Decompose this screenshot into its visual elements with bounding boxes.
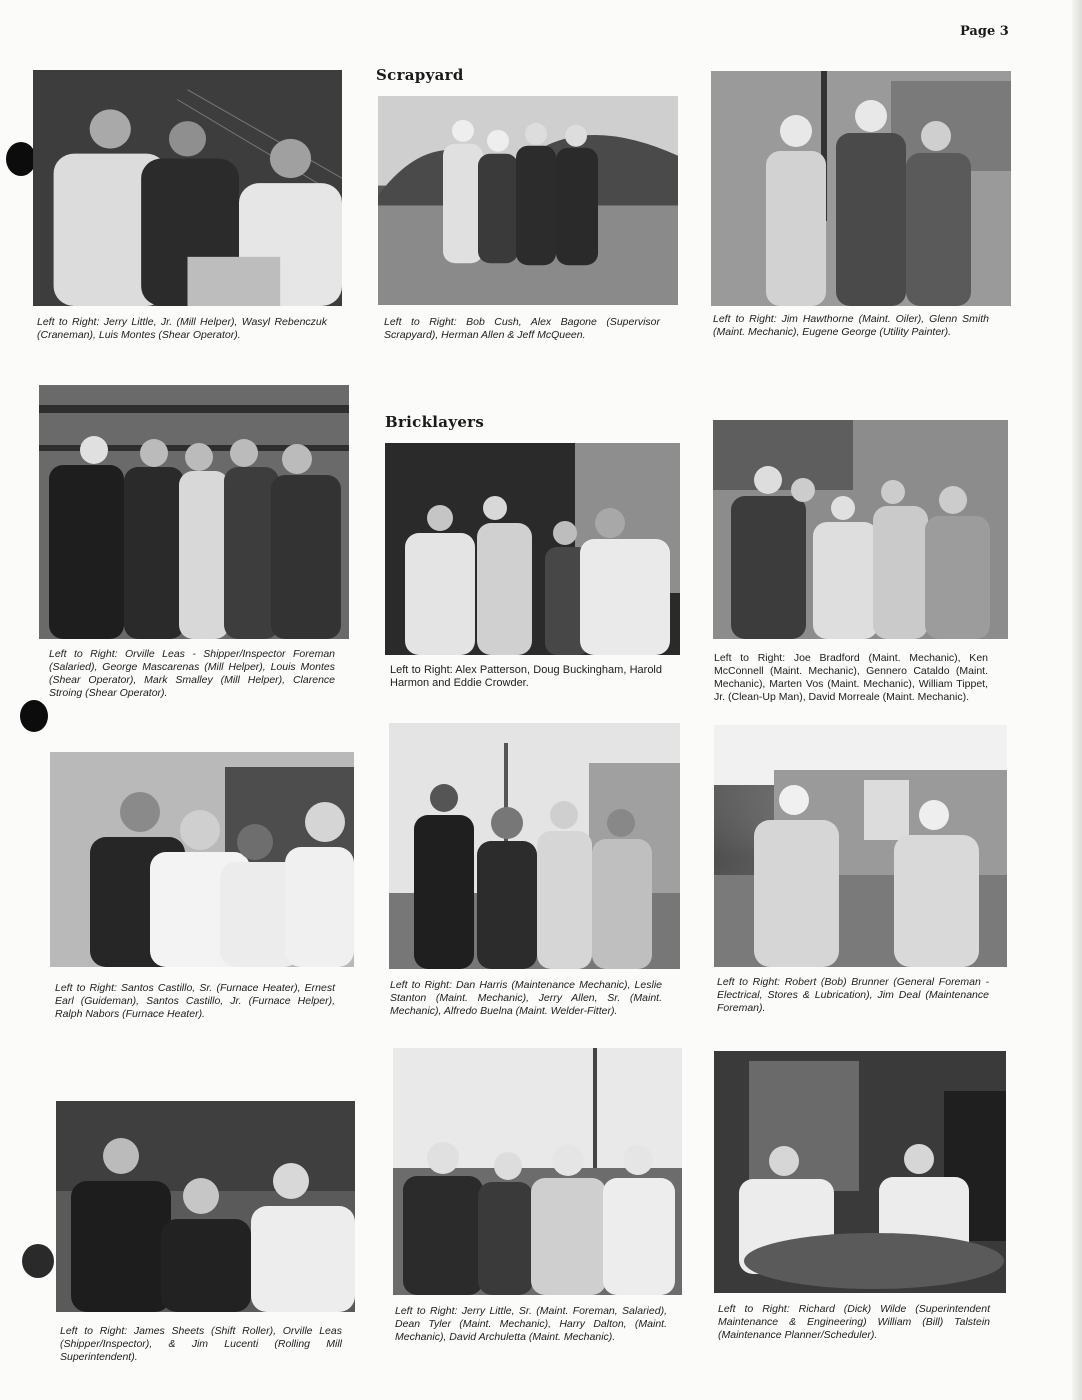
group-photo [50, 752, 354, 967]
photo-caption: Left to Right: Santos Castillo, Sr. (Furnace Heater), Ernest Earl (Guideman), Santos Castillo, Jr. (Furnace Helper), Ralph Nabors (Furnace Heater). [55, 982, 335, 1020]
group-photo [711, 71, 1011, 306]
group-photo [33, 70, 342, 306]
binder-punch-hole [6, 142, 36, 176]
photo-caption: Left to Right: Jerry Little, Sr. (Maint. Foreman, Salaried), Dean Tyler (Maint. Mechanic), Harry Dalton, (Maint. Mechanic), David Archuletta (Maint. Mechanic). [395, 1305, 667, 1343]
photo-caption: Left to Right: Alex Patterson, Doug Buckingham, Harold Harmon and Eddie Crowder. [390, 664, 662, 689]
binder-punch-hole [20, 700, 48, 732]
photo-caption: Left to Right: Richard (Dick) Wilde (Superintendent Maintenance & Engineering) William (Bill) Talstein (Maintenance Planner/Scheduler). [718, 1303, 990, 1341]
group-photo [714, 725, 1007, 967]
group-photo [713, 420, 1008, 639]
page-number: Page 3 [960, 24, 1009, 39]
section-heading-scrapyard: Scrapyard [376, 66, 464, 84]
binder-punch-hole [22, 1244, 54, 1278]
group-photo [56, 1101, 355, 1312]
photo-caption: Left to Right: Jerry Little, Jr. (Mill Helper), Wasyl Rebenczuk (Craneman), Luis Montes (Shear Operator). [37, 316, 327, 341]
page-edge-shadow [1072, 0, 1082, 1400]
group-photo [385, 443, 680, 655]
photo-caption: Left to Right: Robert (Bob) Brunner (General Foreman - Electrical, Stores & Lubrication), Jim Deal (Maintenance Foreman). [717, 976, 989, 1014]
group-photo [378, 96, 678, 305]
photo-caption: Left to Right: Dan Harris (Maintenance Mechanic), Leslie Stanton (Maint. Mechanic), Jerry Allen, Sr. (Maint. Mechanic), Alfredo Buelna (Maint. Welder-Fitter). [390, 979, 662, 1017]
photo-caption: Left to Right: Joe Bradford (Maint. Mechanic), Ken McConnell (Maint. Mechanic), Gennero Cataldo (Maint. Mechanic), Marten Vos (Maint. Mechanic), William Tippet, Jr. (Clean-Up Man), David Morreale (Maint. Mechanic). [714, 652, 988, 703]
photo-caption: Left to Right: Orville Leas - Shipper/Inspector Foreman (Salaried), George Mascarenas (Mill Helper), Louis Montes (Shear Operator), Mark Smalley (Mill Helper), Clarence Stroing (Shear Operator). [49, 648, 335, 699]
group-photo [389, 723, 680, 969]
group-photo [39, 385, 349, 639]
group-photo [714, 1051, 1006, 1293]
photo-caption: Left to Right: Bob Cush, Alex Bagone (Supervisor Scrapyard), Herman Allen & Jeff McQueen. [384, 316, 660, 341]
photo-caption: Left to Right: James Sheets (Shift Roller), Orville Leas (Shipper/Inspector), & Jim Lucenti (Rolling Mill Superintendent). [60, 1325, 342, 1363]
section-heading-bricklayers: Bricklayers [385, 413, 485, 431]
group-photo [393, 1048, 682, 1295]
photo-caption: Left to Right: Jim Hawthorne (Maint. Oiler), Glenn Smith (Maint. Mechanic), Eugene George (Utility Painter). [713, 313, 989, 338]
